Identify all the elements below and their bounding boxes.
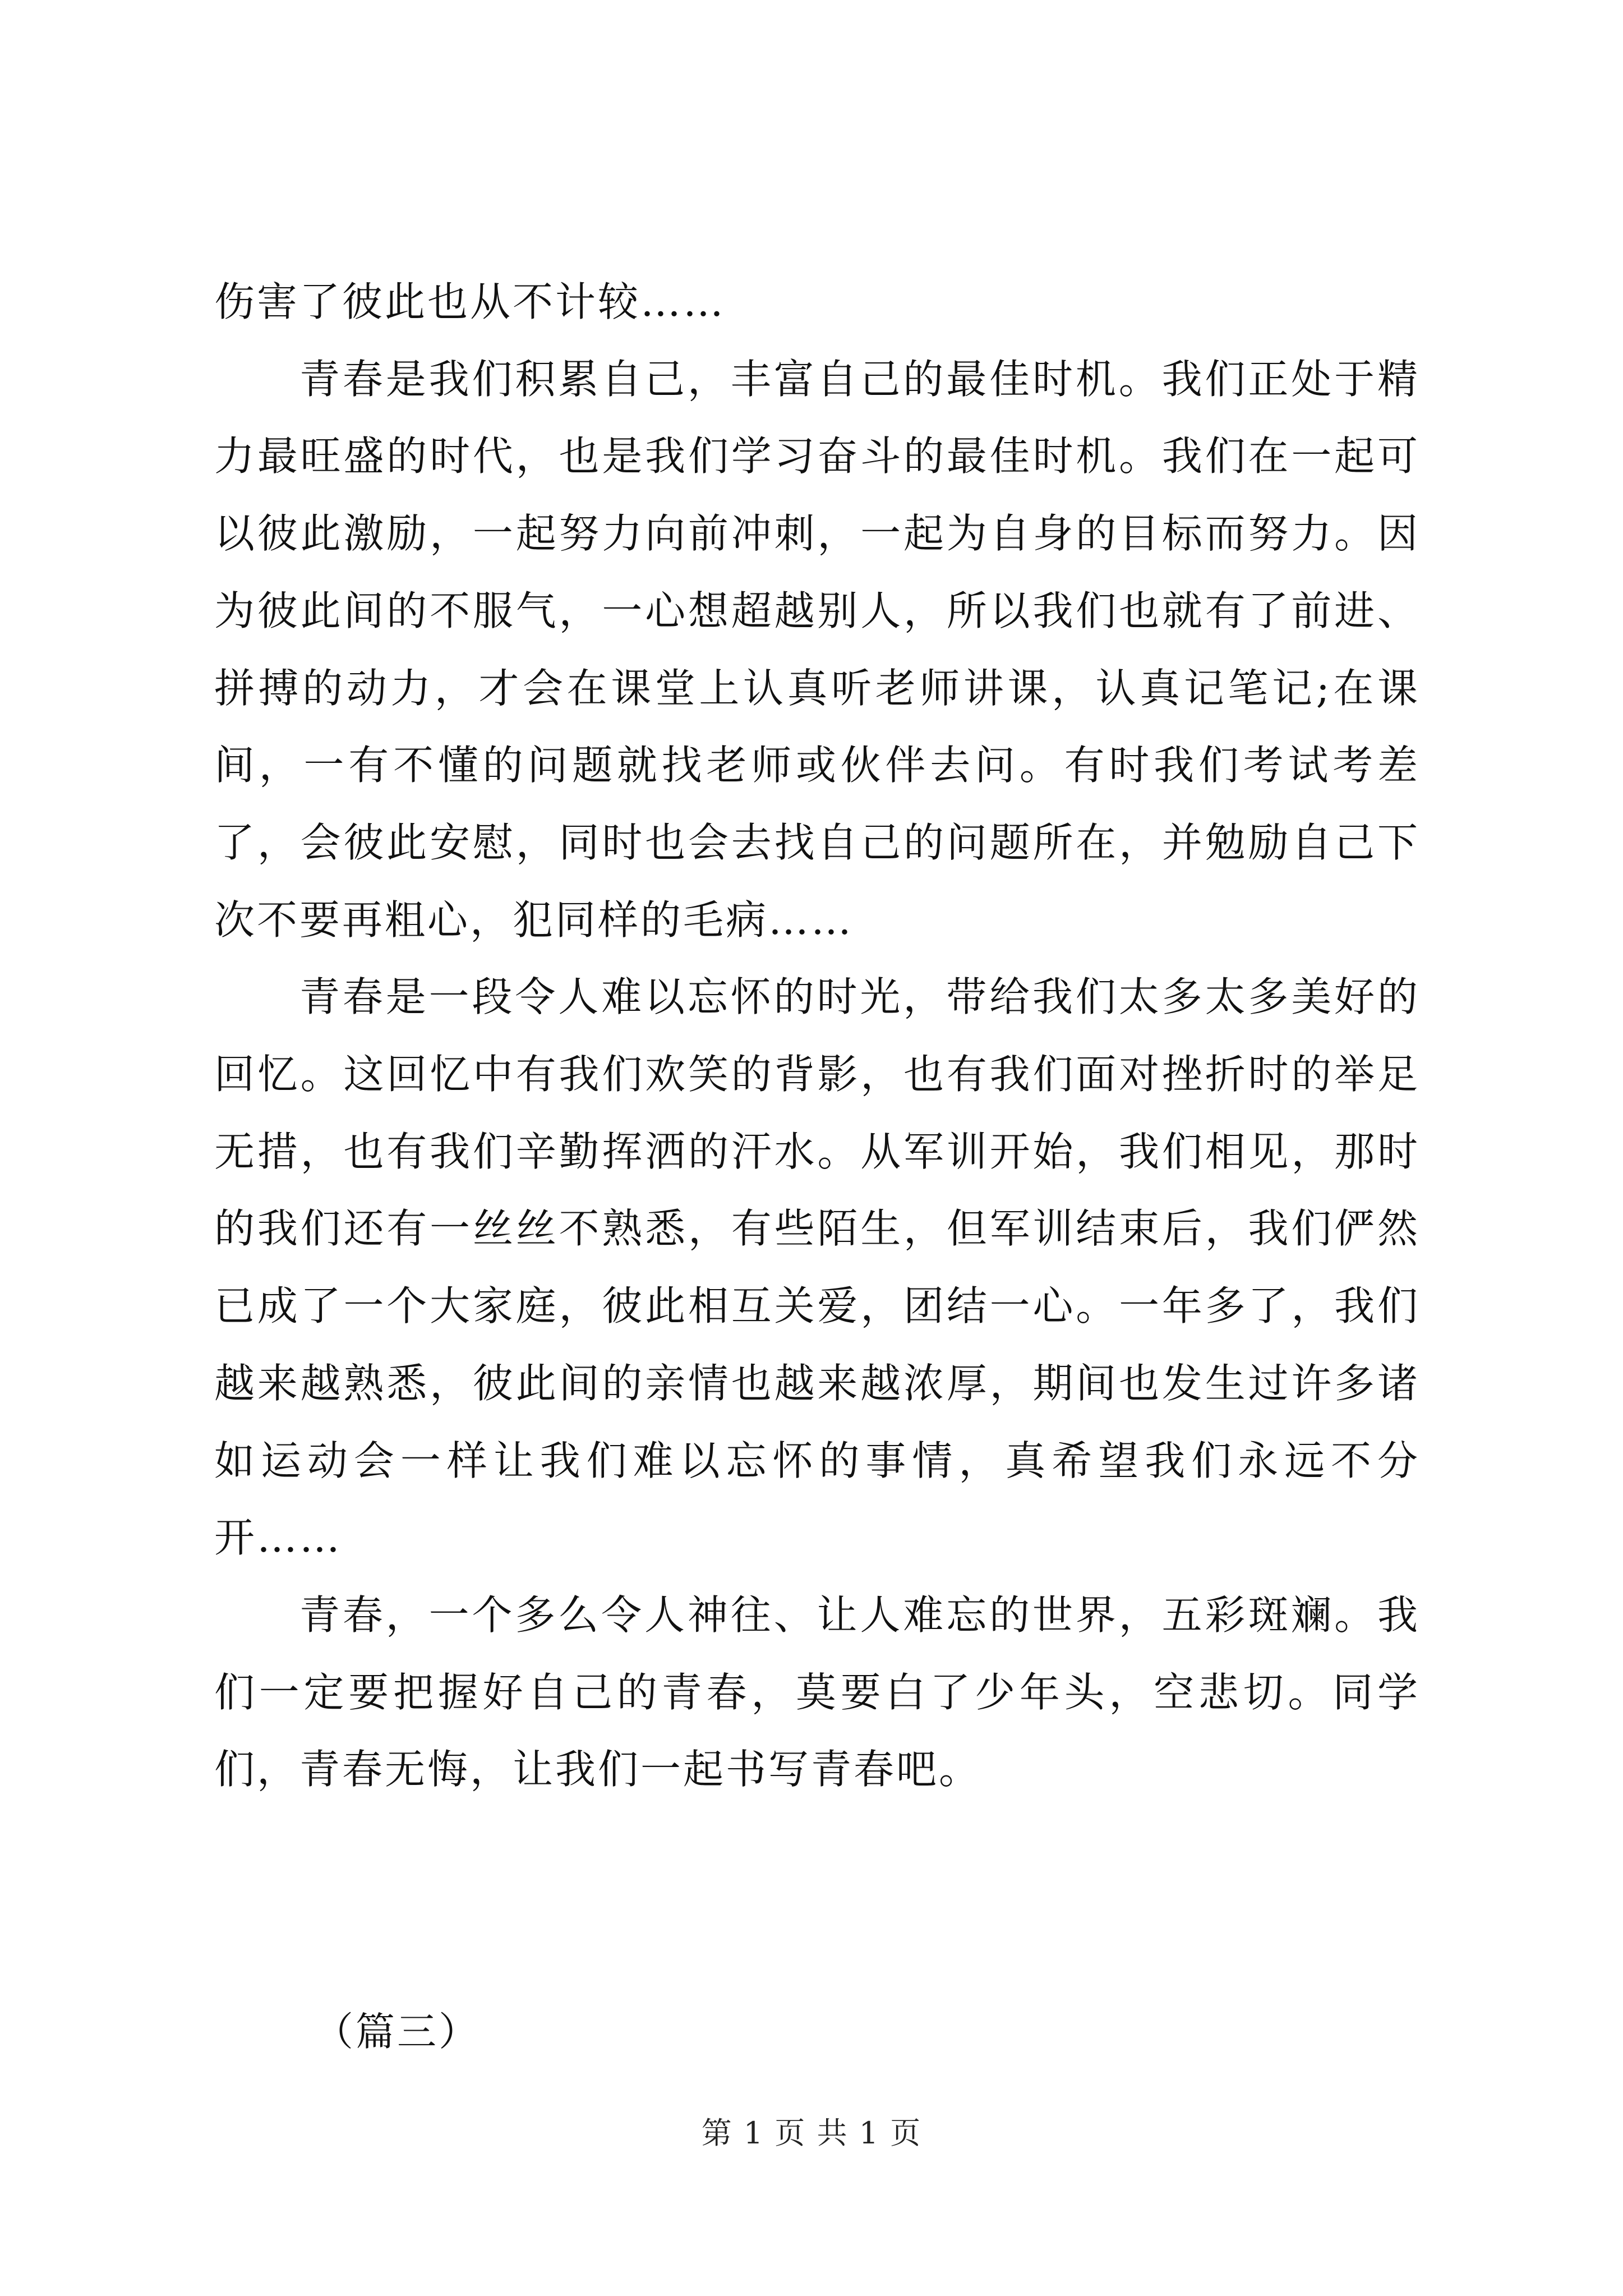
paragraph-conclusion: 青春，一个多么令人神往、让人难忘的世界，五彩斑斓。我们一定要把握好自己的青春，莫要白了少年头，空悲切。同学们，青春无悔，让我们一起书写青春吧。 <box>214 1591 1420 1793</box>
page-footer: 第 1 页 共 1 页 <box>701 2115 922 2151</box>
section-label: （篇三） <box>314 2009 480 2055</box>
body-text <box>214 264 1420 1809</box>
paragraph-accumulate: 青春是我们积累自己，丰富自己的最佳时机。我们正处于精力最旺盛的时代，也是我们学习奋斗的最佳时机。我们在一起可以彼此激励，一起努力向前冲刺，一起为自身的目标而努力。因为彼此间的不服气，一心想超越别人，所以我们也就有了前进、拼搏的动力，才会在课堂上认真听老师讲课，认真记笔记;在课间，一有不懂的问题就找老师或伙伴去问。有时我们考试考差了，会彼此安慰，同时也会去找自己的问题所在，并勉励自己下次不要再粗心，犯同样的毛病…… <box>214 355 1420 944</box>
paragraph-continuation: 伤害了彼此也从不计较…… <box>214 278 726 325</box>
paragraph-memories: 青春是一段令人难以忘怀的时光，带给我们太多太多美好的回忆。这回忆中有我们欢笑的背影，也有我们面对挫折时的举足无措，也有我们辛勤挥洒的汗水。从军训开始，我们相见，那时的我们还有一丝丝不熟悉，有些陌生，但军训结束后，我们俨然已成了一个大家庭，彼此相互关爱，团结一心。一年多了，我们越来越熟悉，彼此间的亲情也越来越浓厚，期间也发生过许多诸如运动会一样让我们难以忘怀的事情，真希望我们永远不分开…… <box>214 973 1420 1562</box>
